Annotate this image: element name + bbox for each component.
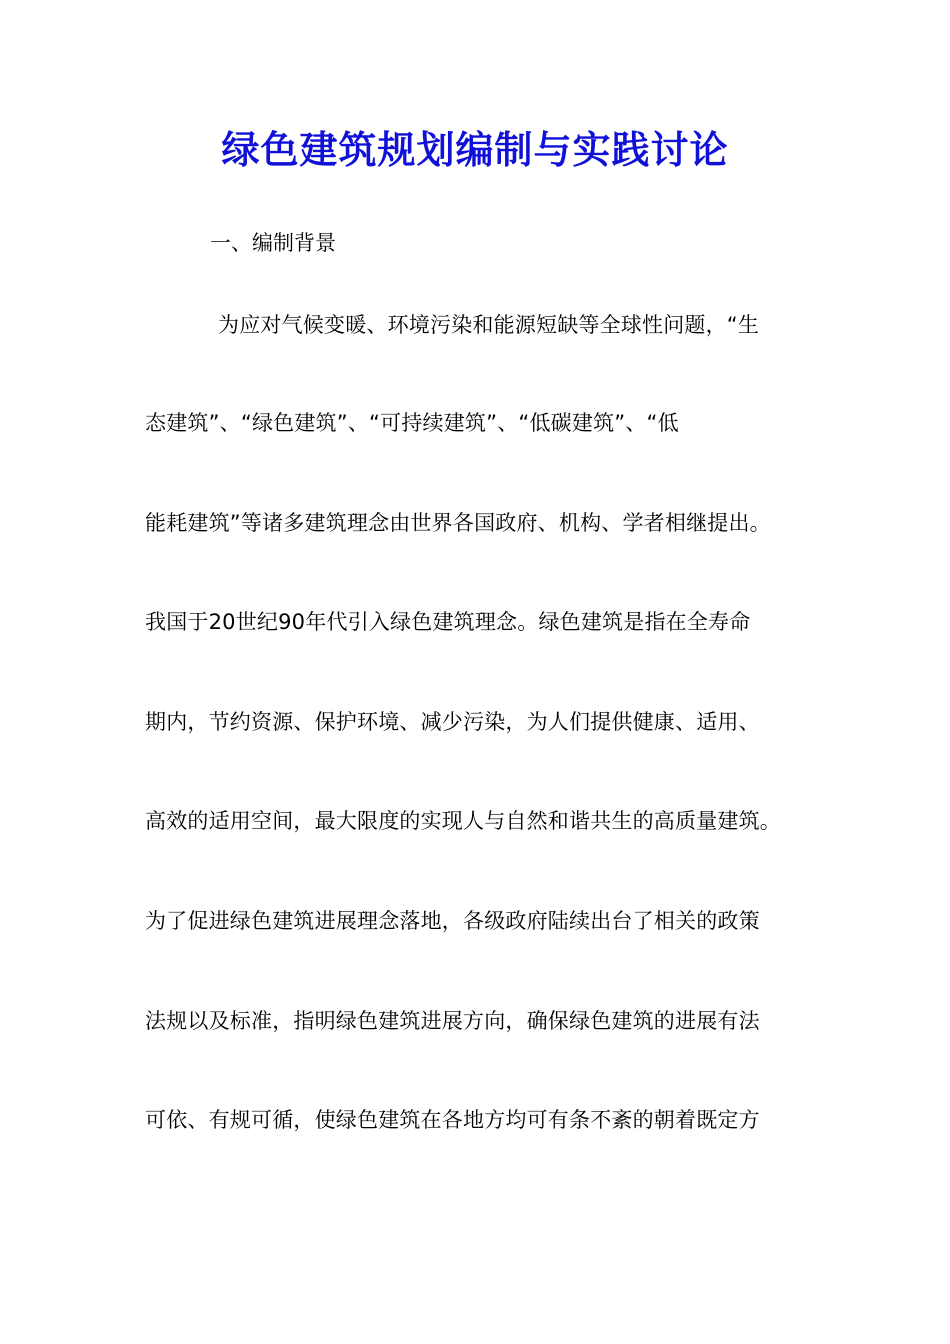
body-line-4: 我国于20世纪90年代引入绿色建筑理念。绿色建筑是指在全寿命: [145, 610, 751, 634]
body-line-7: 为了促进绿色建筑进展理念落地，各级政府陆续出台了相关的政策: [145, 909, 760, 933]
body-line-5: 期内，节约资源、保护环境、减少污染，为人们提供健康、适用、: [145, 710, 760, 734]
body-line-1: 为应对气候变暖、环境污染和能源短缺等全球性问题，“生: [218, 313, 760, 337]
body-line-8: 法规以及标准，指明绿色建筑进展方向，确保绿色建筑的进展有法: [145, 1009, 760, 1033]
body-line-6: 高效的适用空间，最大限度的实现人与自然和谐共生的高质量建筑。: [145, 809, 781, 833]
body-line-9: 可依、有规可循，使绿色建筑在各地方均可有条不紊的朝着既定方: [145, 1108, 760, 1132]
section-heading: 一、编制背景: [210, 231, 336, 255]
document-title: 绿色建筑规划编制与实践讨论: [221, 127, 729, 172]
body-line-2: 态建筑”、“绿色建筑”、“可持续建筑”、“低碳建筑”、“低: [145, 411, 679, 435]
body-line-3: 能耗建筑”等诸多建筑理念由世界各国政府、机构、学者相继提出。: [145, 511, 771, 535]
